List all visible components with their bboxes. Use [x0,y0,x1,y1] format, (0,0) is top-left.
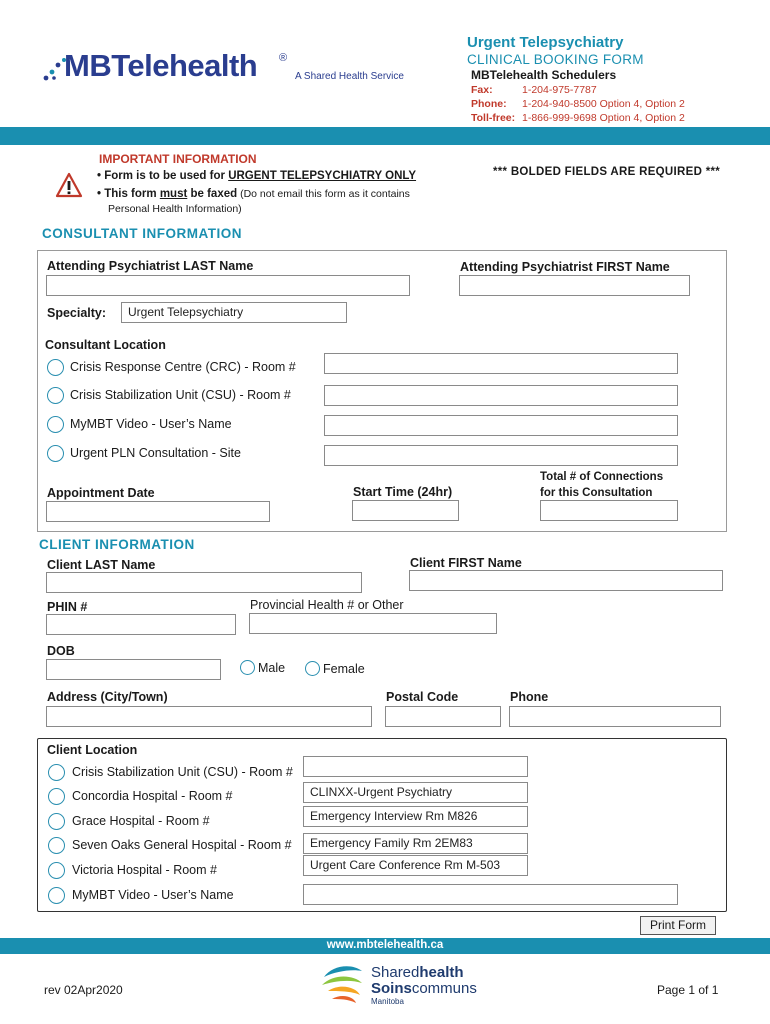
female-radio[interactable] [305,661,320,676]
client-location-radio-victoria[interactable] [48,862,65,879]
form-title: Urgent Telepsychiatry [467,34,624,51]
consultant-location-input-csu[interactable] [324,385,678,406]
client-first-name-label: Client FIRST Name [410,556,522,570]
connections-label-line-1: Total # of Connections [540,471,664,483]
health-word: health [419,964,464,981]
important-bullet-1 [97,170,416,182]
consultant-location-title: Consultant Location [45,338,166,352]
client-location-label-seven-oaks: Seven Oaks General Hospital - Room # [72,838,292,852]
soins-communs-wordmark [371,980,477,997]
provincial-health-input[interactable] [249,613,497,634]
bullet-2-rest: (Do not email this form as it contains [237,188,410,200]
psychiatrist-last-name-input[interactable] [46,275,410,296]
consultant-section-title: CONSULTANT INFORMATION [42,226,242,241]
important-bullet-2-line-2: Personal Health Information) [108,203,242,215]
shared-word: Shared [371,964,420,981]
tollfree-value: 1-866-999-9698 Option 4, Option 2 [522,112,685,124]
male-label: Male [258,661,286,675]
website-link[interactable]: www.mbtelehealth.ca [326,939,444,951]
consultant-location-label-pln: Urgent PLN Consultation - Site [70,446,241,460]
client-location-input-concordia[interactable]: CLINXX-Urgent Psychiatry [303,782,528,803]
shared-health-logo-icon [318,961,368,1007]
header-band [0,127,770,145]
header [0,0,770,128]
female-label: Female [323,662,365,676]
start-time-input[interactable] [352,500,459,521]
logo-registered: ® [279,52,288,64]
shared-health-wordmark [371,964,464,981]
page-number: Page 1 of 1 [657,983,719,997]
client-location-radio-seven-oaks[interactable] [48,837,65,854]
psychiatrist-first-name-label: Attending Psychiatrist FIRST Name [460,260,670,274]
consultant-location-input-crc[interactable] [324,353,678,374]
client-location-label-mymbt: MyMBT Video - User’s Name [72,888,234,902]
client-location-radio-mymbt[interactable] [48,887,65,904]
address-label: Address (City/Town) [47,690,168,704]
client-location-label-csu: Crisis Stabilization Unit (CSU) - Room # [72,765,293,779]
client-location-input-csu[interactable] [303,756,528,777]
phone-value: 1-204-940-8500 Option 4, Option 2 [522,98,685,110]
consultant-location-label-crc: Crisis Response Centre (CRC) - Room # [70,360,296,374]
bullet-1-emphasis: URGENT TELEPSYCHIATRY ONLY [228,170,417,182]
important-title: IMPORTANT INFORMATION [99,152,257,166]
consultant-location-radio-csu[interactable] [47,387,64,404]
consultant-location-radio-mymbt[interactable] [47,416,64,433]
psychiatrist-last-name-label: Attending Psychiatrist LAST Name [47,259,254,273]
communs-word: communs [411,980,477,997]
client-location-input-victoria[interactable]: Urgent Care Conference Rm M-503 [303,855,528,876]
specialty-input[interactable]: Urgent Telepsychiatry [121,302,347,323]
bullet-2-mid: be faxed [187,188,238,200]
fax-label: Fax: [471,84,493,96]
address-input[interactable] [46,706,372,727]
phone-label: Phone: [471,98,507,110]
schedulers-title: MBTelehealth Schedulers [471,68,617,82]
psychiatrist-first-name-input[interactable] [459,275,690,296]
consultant-location-radio-pln[interactable] [47,445,64,462]
logo-text: MBTelehealth [64,48,258,83]
consultant-location-input-mymbt[interactable] [324,415,678,436]
consultant-location-radio-crc[interactable] [47,359,64,376]
consultant-location-label-mymbt: MyMBT Video - User’s Name [70,417,232,431]
dob-label: DOB [47,644,75,658]
client-location-label-victoria: Victoria Hospital - Room # [72,863,217,877]
client-location-input-grace[interactable]: Emergency Interview Rm M826 [303,806,528,827]
tollfree-label: Toll-free: [471,112,516,124]
manitoba-word: Manitoba [371,997,404,1006]
specialty-label: Specialty: [47,306,107,320]
start-time-label: Start Time (24hr) [353,485,453,499]
consultant-location-input-pln[interactable] [324,445,678,466]
fax-value: 1-204-975-7787 [522,84,597,96]
connections-input[interactable] [540,500,678,521]
appointment-date-label: Appointment Date [47,486,155,500]
client-location-input-mymbt[interactable] [303,884,678,905]
client-location-radio-grace[interactable] [48,813,65,830]
client-section-title: CLIENT INFORMATION [39,537,195,552]
postal-code-label: Postal Code [386,690,459,704]
consultant-location-label-csu: Crisis Stabilization Unit (CSU) - Room # [70,388,291,402]
warning-icon [55,172,83,198]
client-phone-label: Phone [510,690,549,704]
phin-label: PHIN # [47,600,88,614]
client-last-name-input[interactable] [46,572,362,593]
print-form-button[interactable]: Print Form [640,916,716,935]
important-bullet-2 [97,188,410,200]
phin-input[interactable] [46,614,236,635]
client-first-name-input[interactable] [409,570,723,591]
bullet-2-must: must [159,188,188,200]
revision-text: rev 02Apr2020 [44,983,123,997]
client-location-title: Client Location [47,743,138,757]
client-location-label-concordia: Concordia Hospital - Room # [72,789,233,803]
client-location-radio-csu[interactable] [48,764,65,781]
form-subtitle: CLINICAL BOOKING FORM [467,52,644,67]
connections-label-line-2: for this Consultation [540,487,653,499]
client-last-name-label: Client LAST Name [47,558,156,572]
required-note: *** BOLDED FIELDS ARE REQUIRED *** [493,166,721,178]
provincial-health-label: Provincial Health # or Other [250,598,404,612]
postal-code-input[interactable] [385,706,501,727]
bullet-2-prefix: • This form [97,188,160,200]
logo-tagline: A Shared Health Service [295,71,404,82]
client-location-radio-concordia[interactable] [48,788,65,805]
soins-word: Soins [371,980,412,997]
client-location-input-seven-oaks[interactable]: Emergency Family Rm 2EM83 [303,833,528,854]
client-location-label-grace: Grace Hospital - Room # [72,814,210,828]
client-phone-input[interactable] [509,706,721,727]
dob-input[interactable] [46,659,221,680]
appointment-date-input[interactable] [46,501,270,522]
bullet-1-prefix: • Form is to be used for [97,170,229,182]
male-radio[interactable] [240,660,255,675]
